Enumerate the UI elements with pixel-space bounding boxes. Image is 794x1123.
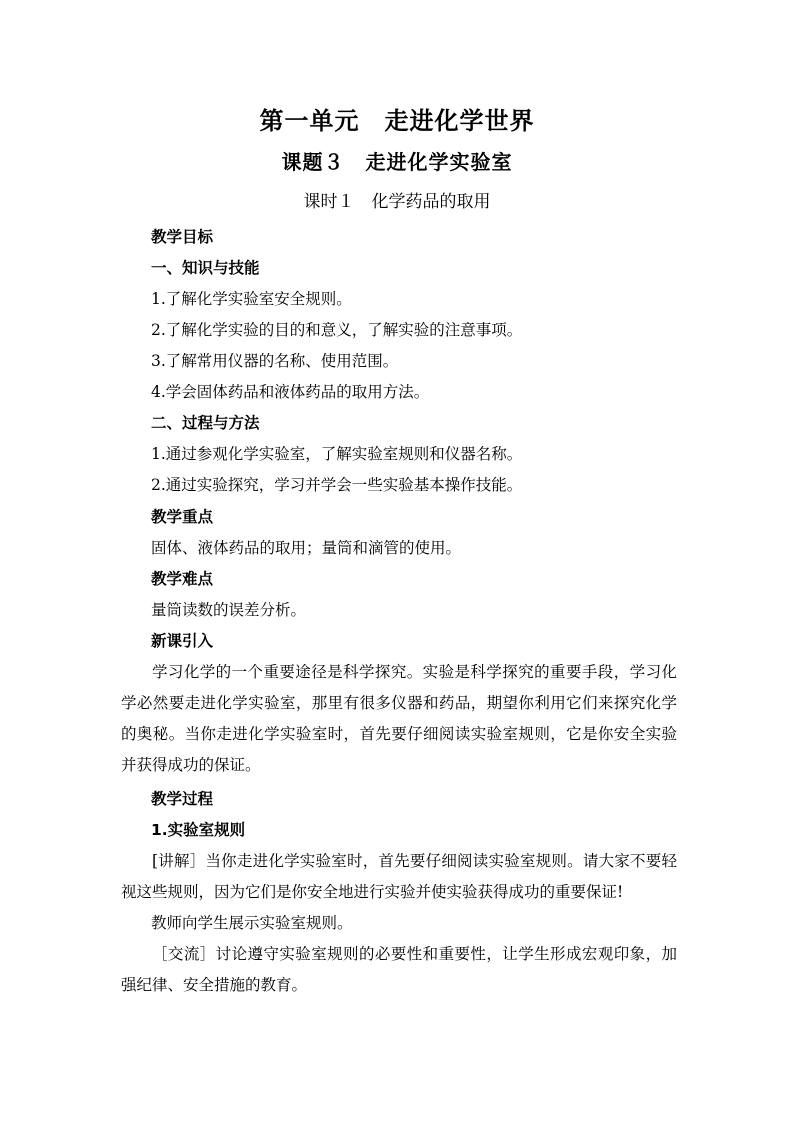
key-points-heading: 教学重点 bbox=[151, 508, 214, 526]
process-method-item: 1.通过参观化学实验室，了解实验室规则和仪器名称。 bbox=[151, 445, 523, 463]
knowledge-item: 3.了解常用仪器的名称、使用范围。 bbox=[151, 352, 399, 370]
intro-paragraph: 学习化学的一个重要途径是科学探究。实验是科学探究的重要手段，学习化学必然要走进化学实验室，那里有很多仪器和药品，期望你利用它们来探究化学的奥秘。当你走进化学实验室时，首先要仔细阅读实验室规则，它是你安全实验并获得成功的保证。 bbox=[121, 663, 677, 774]
knowledge-heading: 一、知识与技能 bbox=[151, 259, 260, 277]
lesson-title: 课时１ 化学药品的取用 bbox=[303, 192, 491, 212]
process-method-heading: 二、过程与方法 bbox=[151, 414, 260, 432]
knowledge-item: 4.学会固体药品和液体药品的取用方法。 bbox=[151, 383, 430, 401]
knowledge-item: 2.了解化学实验的目的和意义，了解实验的注意事项。 bbox=[151, 321, 523, 339]
difficulties-heading: 教学难点 bbox=[151, 570, 214, 588]
intro-heading: 新课引入 bbox=[151, 632, 214, 650]
difficulties-text: 量筒读数的误差分析。 bbox=[151, 601, 307, 619]
key-points-text: 固体、液体药品的取用；量筒和滴管的使用。 bbox=[151, 539, 462, 557]
rules-subheading: 1.实验室规则 bbox=[151, 821, 246, 839]
process-heading: 教学过程 bbox=[151, 790, 214, 808]
exchange-paragraph: ［交流］讨论遵守实验室规则的必要性和重要性，让学生形成宏观印象，加强纪律、安全措施的教育。 bbox=[121, 945, 677, 994]
process-method-item: 2.通过实验探究，学习并学会一些实验基本操作技能。 bbox=[151, 476, 523, 494]
lecture-paragraph: [讲解］当你走进化学实验室时，首先要仔细阅读实验室规则。请大家不要轻视这些规则，因为它们是你安全地进行实验并使实验获得成功的重要保证! bbox=[121, 852, 677, 901]
objectives-heading: 教学目标 bbox=[151, 228, 214, 246]
unit-title: 第一单元 走进化学世界 bbox=[259, 106, 535, 135]
knowledge-item: 1.了解化学实验室安全规则。 bbox=[151, 290, 352, 308]
topic-title: 课题３ 走进化学实验室 bbox=[281, 150, 513, 174]
teacher-action-text: 教师向学生展示实验室规则。 bbox=[151, 914, 353, 932]
